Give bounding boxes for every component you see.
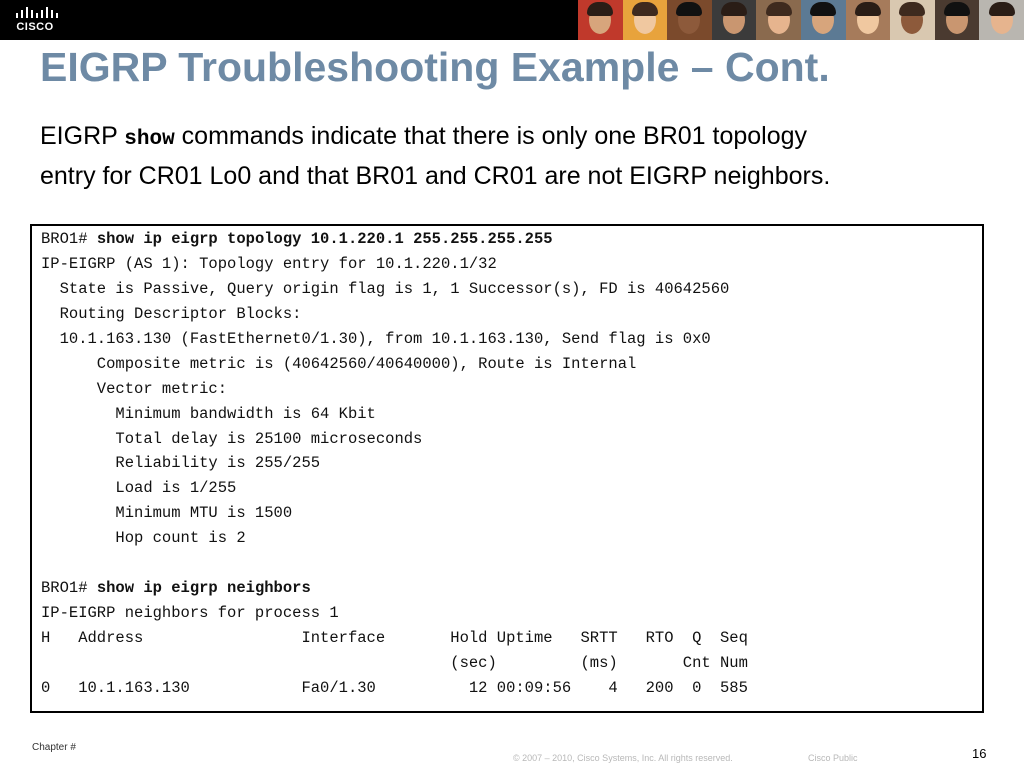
console-table-header: H Address Interface Hold Uptime SRTT RTO Q Seq bbox=[41, 629, 748, 647]
cisco-bars-icon bbox=[14, 6, 58, 20]
footer-copyright: © 2007 – 2010, Cisco Systems, Inc. All rights reserved. bbox=[513, 753, 733, 763]
console-line: Minimum bandwidth is 64 Kbit bbox=[41, 404, 376, 423]
console-line: Total delay is 25100 microseconds bbox=[41, 429, 423, 448]
header-photo bbox=[935, 0, 980, 40]
intro-pre: EIGRP bbox=[40, 122, 125, 150]
console-line: IP-EIGRP (AS 1): Topology entry for 10.1.220.1/32 bbox=[41, 254, 497, 273]
header-photo bbox=[578, 0, 623, 40]
photo-hair bbox=[899, 2, 925, 16]
cisco-logo bbox=[12, 6, 60, 34]
console-line: Vector metric: bbox=[41, 379, 228, 398]
photo-hair bbox=[766, 2, 792, 16]
footer-chapter: Chapter # bbox=[32, 742, 76, 753]
console-line: Composite metric is (40642560/40640000), Route is Internal bbox=[41, 354, 637, 373]
photo-strip bbox=[578, 0, 1024, 40]
console-line: Minimum MTU is 1500 bbox=[41, 504, 293, 523]
console-blank-line bbox=[41, 551, 748, 576]
console-line: 10.1.163.130 (FastEthernet0/1.30), from 10.1.163.130, Send flag is 0x0 bbox=[41, 329, 711, 348]
photo-hair bbox=[810, 2, 836, 16]
console-line: State is Passive, Query origin flag is 1, 1 Successor(s), FD is 40642560 bbox=[41, 279, 730, 298]
page-number: 16 bbox=[972, 746, 987, 761]
intro-text bbox=[40, 118, 1000, 194]
console-line: Routing Descriptor Blocks: bbox=[41, 304, 302, 323]
photo-hair bbox=[989, 2, 1015, 16]
header-photo bbox=[846, 0, 891, 40]
photo-hair bbox=[944, 2, 970, 16]
photo-hair bbox=[676, 2, 702, 16]
console-table-header: (sec) (ms) Cnt Num bbox=[41, 653, 748, 672]
console-command: show ip eigrp topology 10.1.220.1 255.255.255.255 bbox=[96, 230, 553, 248]
photo-hair bbox=[721, 2, 747, 16]
console-line: Load is 1/255 bbox=[41, 479, 237, 498]
header-photo bbox=[756, 0, 801, 40]
console-line: Reliability is 255/255 bbox=[41, 454, 321, 473]
console-table-row: 0 10.1.163.130 Fa0/1.30 12 00:09:56 4 200 0 585 bbox=[41, 678, 748, 697]
photo-hair bbox=[632, 2, 658, 16]
header-photo bbox=[890, 0, 935, 40]
photo-hair bbox=[587, 2, 613, 16]
cisco-logo-text: CISCO bbox=[16, 21, 54, 33]
intro-line2: entry for CR01 Lo0 and that BR01 and CR01 are not EIGRP neighbors. bbox=[40, 162, 831, 190]
header-photo bbox=[623, 0, 668, 40]
footer-classification: Cisco Public bbox=[808, 753, 858, 763]
photo-hair bbox=[855, 2, 881, 16]
console-line: IP-EIGRP neighbors for process 1 bbox=[41, 604, 339, 623]
slide-title: EIGRP Troubleshooting Example – Cont. bbox=[40, 44, 830, 90]
console-prompt: BRO1# bbox=[41, 230, 97, 248]
console-command-line-1 bbox=[41, 227, 748, 252]
console-prompt: BRO1# bbox=[41, 579, 97, 598]
header-photo bbox=[667, 0, 712, 40]
header-photo bbox=[979, 0, 1024, 40]
intro-command: show bbox=[124, 128, 175, 151]
console-line: Hop count is 2 bbox=[41, 529, 246, 548]
header-photo bbox=[801, 0, 846, 40]
intro-line1-post: commands indicate that there is only one BR01 topology bbox=[174, 122, 808, 150]
console-command: show ip eigrp neighbors bbox=[96, 579, 311, 598]
console-command-line-2 bbox=[41, 576, 748, 601]
header-bar bbox=[0, 0, 1024, 40]
console-output-box bbox=[30, 224, 984, 713]
console-body bbox=[41, 227, 748, 701]
header-photo bbox=[712, 0, 757, 40]
